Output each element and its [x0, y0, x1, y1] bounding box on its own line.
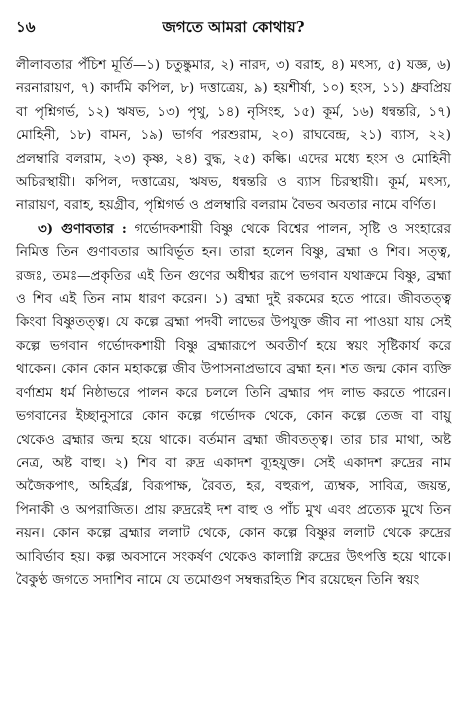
- paragraph-gunavatar-text: গর্ভোদকশায়ী বিষ্ণু থেকে বিশ্বের পালন, সৃষ্টি ও সংহারের নিমিত্ত তিন গুণাবতার আবির্ভূত হন। তারা হলেন বিষ্ণু, ব্রহ্মা ও শিব। সত্ত্ব, রজঃ, তমঃ—প্রকৃতির এই তিন গুণের অধীশ্বর রূপে ভগবান যথাক্রমে বিষ্ণু, ব্রহ্মা ও শিব এই তিন নাম ধারণ করেন। ১) ব্রহ্মা দুই রকমের হতে পারে। জীবতত্ত্ব কিংবা বিষ্ণুতত্ত্ব। যে কল্পে ব্রহ্মা পদবী লাভের উপযুক্ত জীব না পাওয়া যায় সেই কল্পে ভগবান গর্ভোদকশায়ী বিষ্ণু ব্রহ্মারূপে অবতীর্ণ হয়ে স্বয়ং সৃষ্টিকার্য করে থাকেন। কোন কোন মহাকল্পে জীব উপাসনাপ্রভাবে ব্রহ্মা হন। শত জন্ম কোন ব্যক্তি বর্ণাশ্রম ধর্ম নিষ্ঠাভরে পালন করে চললে তিনি ব্রহ্মার পদ লাভ করতে পারেন। ভগবানের ইচ্ছানুসারে কোন কল্পে গর্ভোদক থেকে, কোন কল্পে তেজ বা বায়ু থেকেও ব্রহ্মার জন্ম হয়ে থাকে। বর্তমান ব্রহ্মা জীবতত্ত্ব। তার চার মাথা, অষ্ট নেত্র, অষ্ট বাহু। ২) শিব বা রুদ্র একাদশ ব্যূহযুক্ত। সেই একাদশ রুদ্রের নাম অজৈকপাৎ, অহির্ব্রধ্ন, বিরূপাক্ষ, রৈবত, হর, বহুরূপ, ত্র্যম্বক, সাবিত্র, জয়ন্ত, পিনাকী ও অপরাজিত। প্রায় রুদ্ররেই দশ বাহু ও পাঁচ মুখ এবং প্রত্যেক মুখে তিন নয়ন। কোন কল্পে ব্রহ্মার ললাট থেকে, কোন কল্পে বিষ্ণুর ললাট থেকে রুদ্রের আবির্ভাব হয়। কল্প অবসানে সংকর্ষণ থেকেও কালাগ্নি রুদ্রের উৎপত্তি হয়ে থাকে। বৈকুণ্ঠ জগতে সদাশিব নামে যে তমোগুণ সম্বন্ধরহিত শিব রয়েছেন তিনি স্বয়ং: [16, 221, 451, 588]
- page-number: ১৬: [16, 18, 36, 36]
- body-text: [16, 54, 451, 592]
- paragraph-gunavatar: [16, 218, 451, 593]
- page-header: [16, 16, 451, 44]
- running-title: জগতে আমরা কোথায়?: [162, 18, 305, 36]
- section-heading-gunavatar: ৩) গুণাবতার :: [38, 220, 127, 237]
- paragraph-avatars-list: লীলাবতার পঁচিশ মূর্তি—১) চতুষ্কুমার, ২) নারদ, ৩) বরাহ, ৪) মৎস্য, ৫) যজ্ঞ, ৬) নরনারায়ণ, ৭) কার্দমি কপিল, ৮) দত্তাত্রেয়, ৯) হয়শীর্ষা, ১০) হংস, ১১) ধ্রুবপ্রিয় বা পৃশ্নিগর্ভ, ১২) ঋষভ, ১৩) পৃথু, ১৪) নৃসিংহ, ১৫) কূর্ম, ১৬) ধন্বন্তরি, ১৭) মোহিনী, ১৮) বামন, ১৯) ভার্গব পরশুরাম, ২০) রাঘবেন্দ্র, ২১) ব্যাস, ২২) প্রলম্বারি বলরাম, ২৩) কৃষ্ণ, ২৪) বুদ্ধ, ২৫) কল্কি। এদের মধ্যে হংস ও মোহিনী অচিরস্থায়ী। কপিল, দত্তাত্রেয়, ঋষভ, ধন্বন্তরি ও ব্যাস চিরস্থায়ী। কূর্ম, মৎস্য, নারায়ণ, বরাহ, হয়গ্রীব, পৃশ্নিগর্ভ ও প্রলম্বারি বলরাম বৈভব অবতার নামে বর্ণিত।: [16, 58, 451, 214]
